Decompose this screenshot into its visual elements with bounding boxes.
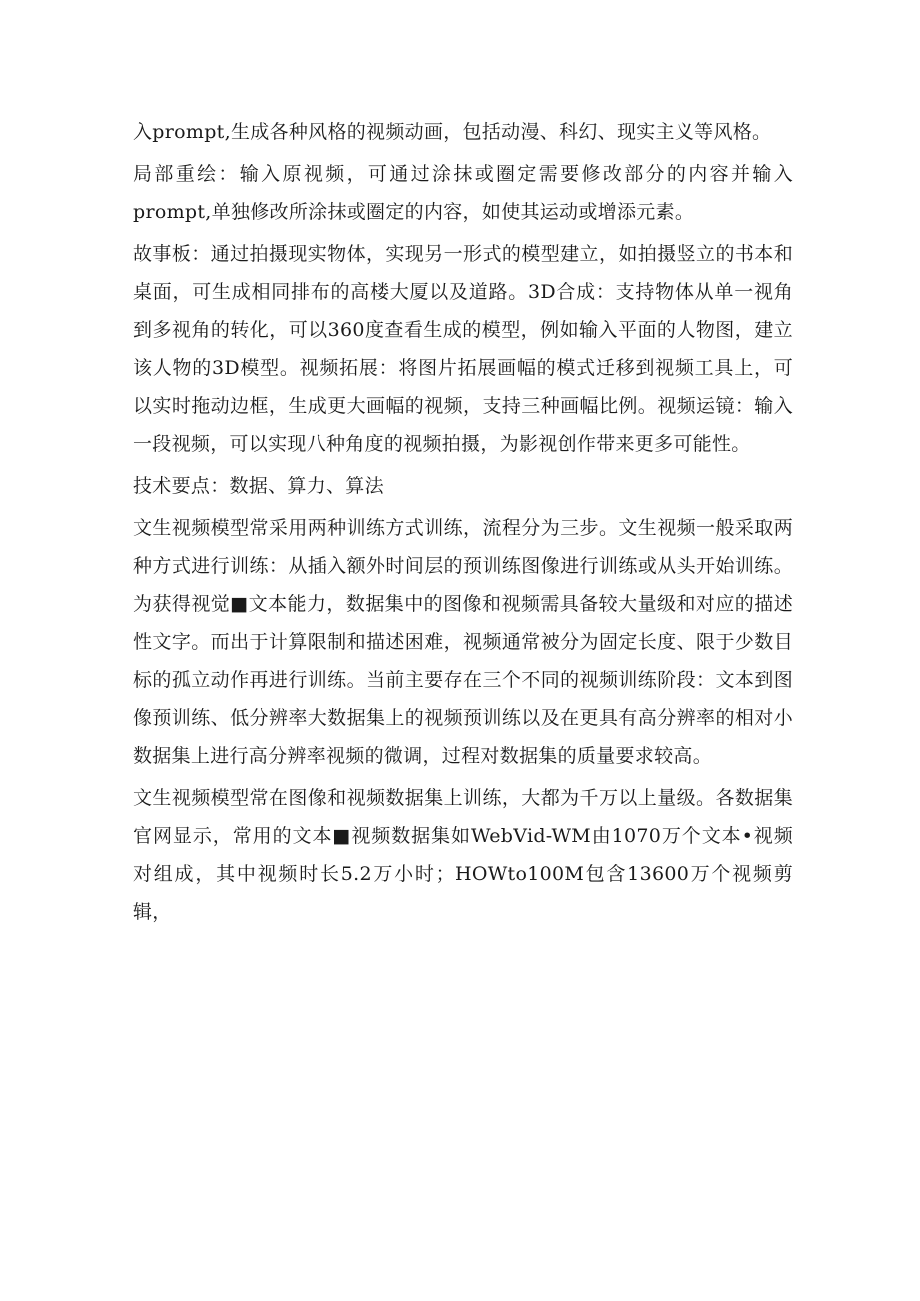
paragraph-prompt-styles: 入prompt,生成各种风格的视频动画，包括动漫、科幻、现实主义等风格。: [133, 121, 772, 143]
paragraph-partial-redraw: 局部重绘：输入原视频，可通过涂抹或圈定需要修改部分的内容并输入prompt,单独修改所涂抹或圈定的内容，如使其运动或增添元素。: [133, 163, 793, 223]
section-heading-tech-points: 技术要点：数据、算力、算法: [133, 475, 384, 497]
paragraph-training-methods: 文生视频模型常采用两种训练方式训练，流程分为三步。文生视频一般采取两种方式进行训练：从插入额外时间层的预训练图像进行训练或从头开始训练。为获得视觉■文本能力，数据集中的图像和视频需具备较大量级和对应的描述性文字。而出于计算限制和描述困难，视频通常被分为固定长度、限于少数目标的孤立动作再进行训练。当前主要存在三个不同的视频训练阶段：文本到图像预训练、低分辨率大数据集上的视频预训练以及在更具有高分辨率的相对小数据集上进行高分辨率视频的微调，过程对数据集的质量要求较高。: [133, 517, 793, 767]
paragraph-storyboard: 故事板：通过拍摄现实物体，实现另一形式的模型建立，如拍摄竖立的书本和桌面，可生成相同排布的高楼大厦以及道路。3D合成：支持物体从单一视角到多视角的转化，可以360度查看生成的模型，例如输入平面的人物图，建立该人物的3D模型。视频拓展：将图片拓展画幅的模式迁移到视频工具上，可以实时拖动边框，生成更大画幅的视频，支持三种画幅比例。视频运镜：输入一段视频，可以实现八种角度的视频拍摄，为影视创作带来更多可能性。: [133, 243, 793, 455]
paragraph-datasets: 文生视频模型常在图像和视频数据集上训练，大都为千万以上量级。各数据集官网显示，常用的文本■视频数据集如WebVid-WM由1070万个文本•视频对组成，其中视频时长5.2万小时；HOWto100M包含13600万个视频剪辑，: [133, 787, 793, 923]
document-body: [133, 113, 793, 931]
